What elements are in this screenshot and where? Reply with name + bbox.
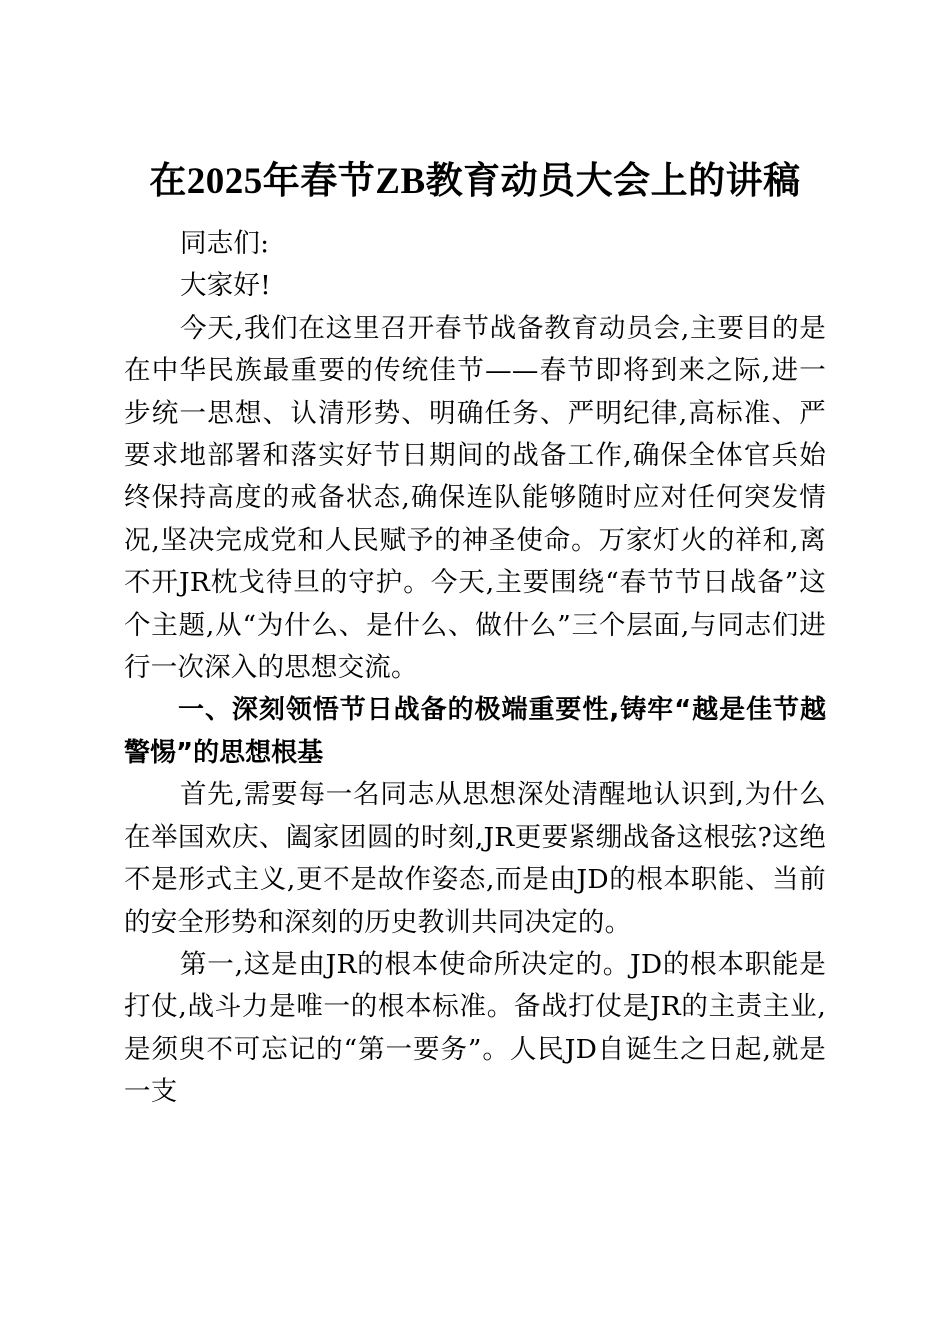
paragraph-opening: 今天,我们在这里召开春节战备教育动员会,主要目的是在中华民族最重要的传统佳节——春节即将到来之际,进一步统一思想、认清形势、明确任务、严明纪律,高标准、严要求地部署和落实好节日期间的战备工作,确保全体官兵始终保持高度的戒备状态,确保连队能够随时应对任何突发情况,坚决完成党和人民赋予的神圣使命。万家灯火的祥和,离不开JR枕戈待旦的守护。今天,主要围绕“春节节日战备”这个主题,从“为什么、是什么、做什么”三个层面,与同志们进行一次深入的思想交流。 — [124, 312, 826, 684]
section-heading-one: 一、深刻领悟节日战备的极端重要性,铸牢“越是佳节越警惕”的思想根基 — [124, 695, 826, 768]
document-body — [124, 155, 826, 1114]
paragraph-section-one-intro: 首先,需要每一名同志从思想深处清醒地认识到,为什么在举国欢庆、阖家团圆的时刻,JR更要紧绷战备这根弦?这绝不是形式主义,更不是故作姿态,而是由JD的根本职能、当前的安全形势和深刻的历史教训共同决定的。 — [124, 779, 826, 938]
paragraph-point-one: 第一,这是由JR的根本使命所决定的。JD的根本职能是打仗,战斗力是唯一的根本标准。备战打仗是JR的主责主业,是须臾不可忘记的“第一要务”。人民JD自诞生之日起,就是一支 — [124, 948, 826, 1108]
page-title: 在2025年春节ZB教育动员大会上的讲稿 — [149, 161, 801, 202]
paragraph-greeting: 大家好! — [180, 270, 271, 302]
paragraph-salutation: 同志们: — [180, 228, 270, 259]
